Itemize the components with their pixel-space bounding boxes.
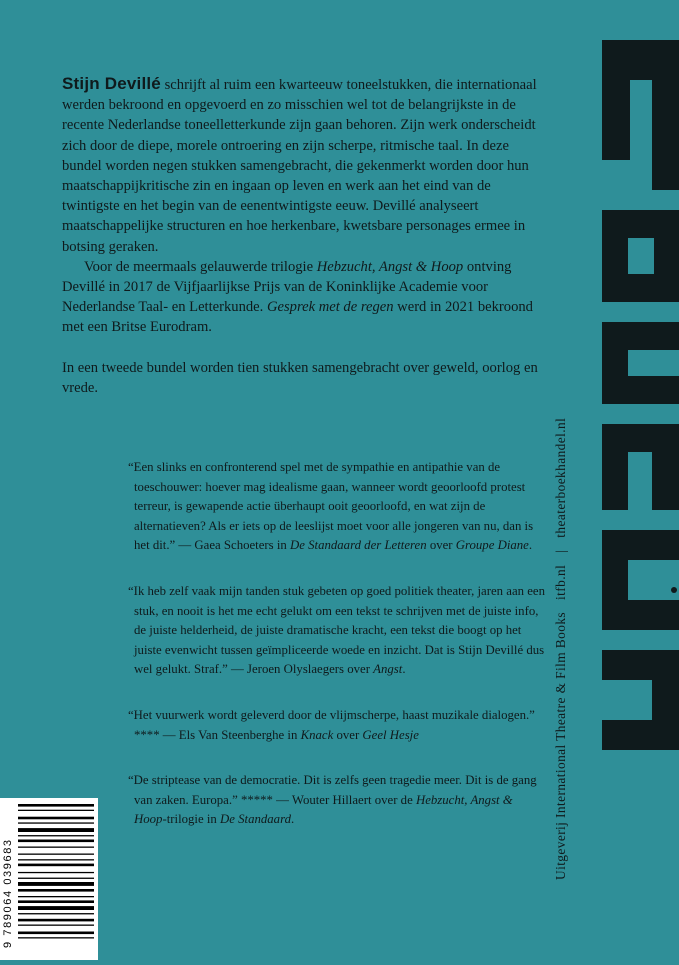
barcode-bar bbox=[18, 817, 94, 820]
press-quotes bbox=[128, 458, 548, 856]
barcode-bar bbox=[18, 906, 94, 910]
website-itfb: itfb.nl bbox=[553, 564, 568, 600]
barcode-bar bbox=[18, 840, 94, 843]
barcode-bar bbox=[18, 804, 94, 807]
publisher-name: Uitgeverij International Theatre & Film Books bbox=[553, 611, 568, 880]
isbn-digits: 9 789064 039683 bbox=[2, 838, 14, 948]
description-paragraph-3: In een tweede bundel worden tien stukken samengebracht over geweld, oorlog en vrede. bbox=[62, 359, 538, 396]
press-quote: “De striptease van de democratie. Dit is zelfs geen tragedie meer. Dit is de gang van zaken. Europa.” ***** — Wouter Hillaert over de Hebzucht, Angst & Hoop-trilogie in De Standaard. bbox=[128, 773, 537, 827]
website-theaterboekhandel: theaterboekhandel.nl bbox=[553, 417, 568, 538]
barcode-bar bbox=[18, 913, 94, 914]
barcode-bar bbox=[18, 900, 94, 903]
barcode-bar bbox=[18, 896, 94, 897]
barcode-bar bbox=[18, 878, 94, 879]
cover-title-graphic bbox=[592, 40, 679, 750]
barcode-bars bbox=[0, 798, 98, 960]
title-letter-shape bbox=[602, 322, 679, 404]
description-paragraph-2: Voor de meermaals gelauwerde trilogie Hebzucht, Angst & Hoop ontving Devillé in 2017 de Vijfjaarlijkse Prijs van de Koninklijke Academie voor Nederlandse Taal- en Letterkunde. Gesprek met de regen werd in 2021 bekroond met een Britse Eurodram. bbox=[62, 258, 533, 336]
barcode-bar bbox=[18, 828, 94, 832]
title-letter-shape bbox=[602, 424, 679, 510]
barcode-bar bbox=[18, 919, 94, 922]
barcode-bar bbox=[18, 937, 94, 938]
title-letter-shape bbox=[602, 40, 679, 190]
barcode-bar bbox=[18, 854, 94, 855]
title-dot bbox=[671, 587, 677, 593]
title-letter-shape bbox=[602, 650, 679, 750]
barcode-bar bbox=[18, 932, 94, 935]
title-letter-shape bbox=[602, 530, 679, 630]
publisher-imprint: Uitgeverij International Theatre & Film Booksitfb.nl|theaterboekhandel.nl bbox=[553, 417, 568, 880]
description-paragraph-1: Stijn Devillé schrijft al ruim een kwarteeuw toneelstukken, die internationaal werden bekroond en opgevoerd en zo misschien wel tot de belangrijkste in de recente Nederlandse toneelletterkunde zijn gaan behoren. Zijn werk onderscheidt zich door de diepe, morele ontroering en zijn scherpe, ritmische taal. In deze bundel worden negen stukken samengebracht, die gekenmerkt worden door hun maatschappijkritische zin en ingaan op leven en werk aan het eind van de twintigste en het begin van de eenentwintigste eeuw. Devillé analyseert maatschappelijke structuren en hoe herkenbare, kwetsbare personages ermee in botsing geraken. bbox=[62, 74, 537, 255]
press-quote: “Het vuurwerk wordt geleverd door de vlijmscherpe, haast muzikale dialogen.” **** — Els Van Steenberghe in Knack over Geel Hesje bbox=[128, 707, 535, 742]
barcode-bar bbox=[18, 847, 94, 848]
barcode-bar bbox=[18, 889, 94, 892]
book-description bbox=[62, 74, 538, 398]
barcode-bar bbox=[18, 872, 94, 873]
barcode-bar bbox=[18, 859, 94, 860]
barcode-bar bbox=[18, 822, 94, 823]
barcode-bar bbox=[18, 925, 94, 926]
barcode-bar bbox=[18, 882, 94, 886]
barcode-bar bbox=[18, 835, 94, 836]
press-quote: “Een slinks en confronterend spel met de sympathie en antipathie van de toeschouwer: hoever mag idealisme gaan, wanneer wordt geoorloofd protest terreur, is gewapende actie überhaupt ooit geoorloofd, en wat zijn de alternatieven? Als er iets op de leeslijst moet voor alle jongeren van nu, dan is het dit.” — Gaea Schoeters in De Standaard der Letteren over Groupe Diane. bbox=[128, 460, 534, 553]
barcode-bar bbox=[18, 864, 94, 867]
title-letter-shape bbox=[602, 210, 679, 302]
press-quote: “Ik heb zelf vaak mijn tanden stuk gebeten op goed politiek theater, jaren aan een stuk, en nooit is het me echt gelukt om een tekst te schrijven met de juiste info, de juiste helderheid, de juiste dramatische kracht, een tekst die boogt op het juiste evenwicht tussen geïmpliceerde woede en inzicht. Dat is Stijn Devillé dus wel gelukt. Straf.” — Jeroen Olyslaegers over Angst. bbox=[128, 583, 545, 677]
isbn-barcode bbox=[0, 798, 98, 960]
barcode-bar bbox=[18, 810, 94, 811]
author-name: Stijn Devillé bbox=[62, 74, 161, 93]
